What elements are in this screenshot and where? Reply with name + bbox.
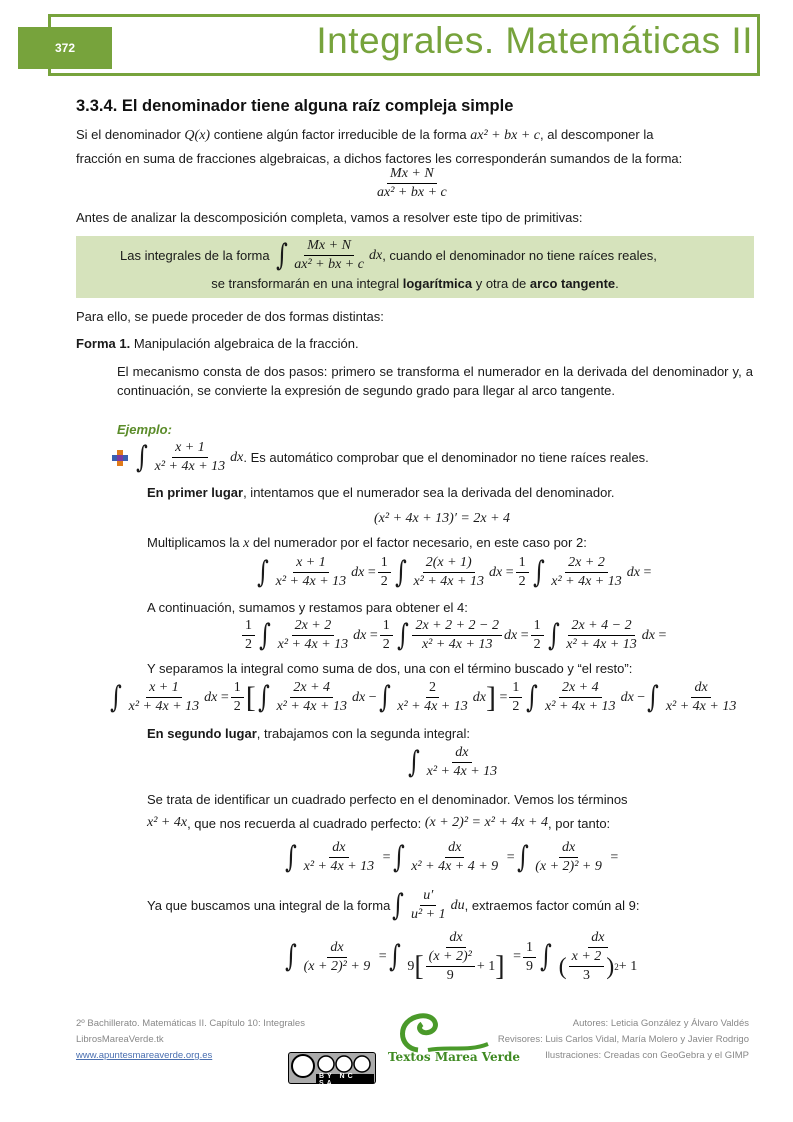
footer-chapter: 2º Bachillerato. Matemáticas II. Capítulo 10: Integrales (76, 1018, 305, 1029)
ya-que-b: , extraemos factor común al 9: (464, 898, 640, 913)
eq6-num-b: dx (446, 930, 465, 948)
eq6-nine-a: 9 (407, 958, 415, 974)
mult-b: del numerador por el factor necesario, en este caso por 2: (252, 535, 587, 550)
eq3-dx-b: dx (351, 689, 366, 705)
box-integral (274, 238, 383, 273)
eq6-sq: (x + 2)² (426, 949, 475, 967)
intro-text-c: , al descomponer la (540, 127, 654, 142)
box-line-2 (76, 276, 754, 291)
eq3-minus-b: − (637, 689, 646, 705)
intro-text-b: contiene algún factor irreducible de la forma (213, 127, 467, 142)
footer-reviewers: Revisores: Luis Carlos Vidal, María Molero y Javier Rodrigo (497, 1034, 749, 1045)
eq2-den-b: x² + 4x + 13 (421, 637, 493, 652)
mult-x: x (243, 536, 250, 551)
equation-line-1: ∫ $\frac{x + 1}{\text{x² + 4x + 13}}$ dx = $\frac{1}{2}$ ∫ $\frac{2(x + 1)}{\text{x² + 4x + 13}}$ dx = $\frac{1}{2}$ ∫ $\frac{2x + 2}{\text{x² + 4x + 13}}$ dx = (256, 554, 652, 590)
eq2-dx-c: dx (641, 627, 656, 643)
eq3-num-e: dx (691, 680, 710, 698)
box-line2-end: . (615, 276, 619, 291)
eq6-eq-b: = (513, 949, 521, 964)
eq2-eq-b: = (520, 627, 529, 643)
eq2-den-a: x² + 4x + 13 (277, 637, 349, 652)
eq6-den-a: (x + 2)² + 9 (303, 958, 371, 974)
box-line2-b: y otra de (475, 276, 527, 291)
box-int-den: ax² + bx + c (294, 257, 364, 272)
mecanismo-paragraph: El mecanismo consta de dos pasos: primero se transforma el numerador en la derivada del denominador y, a continuación, se convierte la expresión de segundo grado para llegar al arco tangente. (117, 364, 753, 398)
forma1-label: Forma 1. (76, 336, 131, 351)
ya-u-num: u′ (420, 888, 436, 906)
derivative-eq: (x² + 4x + 13)′ = 2x + 4 (374, 511, 511, 526)
eq6-num-c: dx (588, 930, 607, 948)
ya-que-a: Ya que buscamos una integral de la forma (147, 898, 391, 913)
eq1-half-num: 1 (378, 555, 391, 573)
eq2-h1-num: 1 (242, 618, 255, 636)
page-number: 372 (54, 41, 76, 55)
eq5-eq-a: = (382, 849, 391, 865)
primer-lugar (147, 485, 615, 500)
forma-1 (76, 336, 359, 351)
wave-logo-icon (388, 1010, 498, 1054)
footer-left (76, 1016, 305, 1064)
eq6-h-num: 1 (523, 940, 536, 958)
eq5-num-a: dx (329, 840, 348, 858)
eq2-h1-den: 2 (245, 637, 252, 652)
eq3-h1-num: 1 (231, 680, 244, 698)
ya-du: du (450, 897, 465, 913)
eq1-num-a: x + 1 (293, 555, 329, 573)
page-title: Integrales. Matemáticas II (316, 20, 753, 61)
eq5-den-c: (x + 2)² + 9 (535, 859, 602, 874)
eq2-h2-num: 1 (380, 618, 393, 636)
eq1-num-c: 2x + 2 (565, 555, 608, 573)
box-text-a: Las integrales de la forma (120, 248, 270, 263)
ex-den: x² + 4x + 13 (154, 459, 226, 474)
eq4-den: x² + 4x + 13 (426, 764, 498, 779)
cc-license-badge (288, 1052, 376, 1087)
eq1-den-b: x² + 4x + 13 (413, 574, 484, 589)
fraction-numerator: Mx + N (387, 166, 437, 184)
integral-sign: ∫ (275, 237, 288, 273)
eq6-eq-a: = (378, 949, 387, 964)
segundo-lugar (147, 726, 470, 741)
segundo-bold: En segundo lugar (147, 726, 257, 741)
eq3-den-e: x² + 4x + 13 (665, 699, 737, 714)
eq2-h3-den: 2 (533, 637, 541, 652)
eq2-num-c: 2x + 4 − 2 (568, 618, 634, 636)
ya-que-integral: ∫ $\frac{u'}{\text{u² + 1}}$ du (392, 887, 465, 923)
eq3-num-c: 2 (426, 680, 439, 698)
marea-verde-logo (388, 1010, 520, 1070)
eq6-nine-b: 9 (446, 968, 454, 983)
eq3-num-d: 2x + 4 (559, 680, 602, 698)
para-ello: Para ello, se puede proceder de dos formas distintas: (76, 309, 384, 324)
eq6-den-b: 9 [ $\frac{\text{(x + 2)²}}{9}$ + 1 ] (407, 949, 505, 983)
eq6-xp2: x + 2 (569, 949, 605, 967)
eq3-den-a: x² + 4x + 13 (128, 699, 200, 714)
eq3-dx-d: dx (620, 689, 634, 705)
eq3-eq-b: = (499, 689, 508, 705)
eq1-dx-b: dx (488, 564, 503, 580)
eq3-num-a: x + 1 (146, 680, 182, 698)
eq1-den-c: x² + 4x + 13 (551, 574, 622, 589)
eq1-half2-num: 1 (516, 555, 529, 573)
partial-fraction-form (372, 166, 452, 201)
eq3-dx-a: dx (204, 689, 218, 705)
page-number-badge (18, 27, 112, 69)
eq3-dx-c: dx (472, 689, 486, 705)
box-arco-tangente: arco tangente (529, 276, 616, 291)
footer-illustrations: Ilustraciones: Creadas con GeoGebra y el GIMP (545, 1050, 749, 1061)
eq1-eq-c: = (643, 564, 652, 580)
eq5-den-b: x² + 4x + 4 + 9 (411, 859, 499, 874)
cuadrado-text: Se trata de identificar un cuadrado perfecto en el denominador. Vemos los términos (147, 792, 628, 807)
ya-u-den: u² + 1 (410, 907, 446, 922)
ya-que-line (147, 888, 639, 923)
separamos: Y separamos la integral como suma de dos, una con el término buscado y “el resto”: (147, 661, 633, 676)
equation-line-3: ∫ $\frac{x + 1}{\text{x² + 4x + 13}}$ dx = $\frac{1}{2}$ [ ∫ $\frac{2x + 4}{\text{x² + 4x + 13}}$ dx − ∫ $\frac{2}{\text{x² + 4x + 13}}$ dx ] = $\frac{1}{2}$ ∫ $\frac{2x + 4}{\text{x² + 4x + 13}}$ dx − ∫ $\frac{dx}{\text{x² + 4x + 13}}$ (108, 680, 741, 715)
equation-line-4: ∫ $\frac{dx}{\text{x² + 4x + 13}}$ (406, 745, 502, 780)
example-integral-line: ∫ $\frac{x + 1}{\text{x² + 4x + 13}}$ dx . Es automático comprobar que el denominador no tiene raíces reales. (135, 439, 649, 475)
eq3-den-c: x² + 4x + 13 (397, 699, 468, 714)
eq3-h1-den: 2 (233, 699, 241, 714)
eq3-den-b: x² + 4x + 13 (276, 699, 347, 714)
terms-x2-4x: x² + 4x (147, 815, 188, 830)
eq1-den-a: x² + 4x + 13 (275, 574, 347, 589)
box-line2-a: se transformarán en una integral (211, 276, 400, 291)
segundo-text: , trabajamos con la segunda integral: (256, 726, 470, 741)
eq1-eq-a: = (367, 564, 376, 580)
eq1-dx-a: dx (351, 564, 365, 580)
mult-a: Multiplicamos la (147, 535, 240, 550)
eq1-eq-b: = (505, 564, 514, 580)
eq4-num: dx (452, 745, 471, 763)
eq2-dx-b: dx (504, 627, 518, 643)
eq5-num-b: dx (445, 840, 464, 858)
ejemplo-label: Ejemplo: (117, 422, 172, 437)
ex-dx: dx (230, 449, 244, 465)
ex-text: . Es automático comprobar que el denominador no tiene raíces reales. (243, 450, 649, 465)
logo-text: Textos Marea Verde (388, 1050, 520, 1064)
eq2-num-b: 2x + 2 + 2 − 2 (412, 618, 502, 636)
eq2-h2-den: 2 (382, 637, 390, 652)
eq1-dx-c: dx (626, 564, 640, 580)
recuerda-text: , que nos recuerda al cuadrado perfecto: (187, 815, 422, 831)
eq2-num-a: 2x + 2 (292, 618, 335, 636)
eq3-h2-num: 1 (509, 680, 522, 698)
before-box-text: Antes de analizar la descomposición completa, vamos a resolver este tipo de primitivas: (76, 210, 583, 225)
eq2-eq-a: = (369, 627, 378, 643)
quadratic-form: ax² + bx + c (470, 128, 540, 143)
primer-text: , intentamos que el numerador sea la derivada del denominador. (243, 485, 615, 500)
eq5-eq-c: = (610, 849, 619, 865)
cc-text: BY NC SA (319, 1073, 356, 1087)
box-dx: dx (368, 247, 383, 263)
eq6-den-c: ( $\frac{x + 2}{3}$ ) 2 + 1 (558, 949, 638, 983)
eq3-eq-a: = (220, 689, 229, 705)
eq3-den-d: x² + 4x + 13 (545, 699, 616, 714)
footer-link[interactable]: www.apuntesmareaverde.org.es (76, 1050, 213, 1061)
footer-authors: Autores: Leticia González y Álvaro Valdés (572, 1018, 749, 1029)
eq5-den-a: x² + 4x + 13 (303, 859, 375, 874)
equation-line-2: $\frac{1}{2}$ ∫ $\frac{2x + 2}{\text{x² + 4x + 13}}$ dx = $\frac{1}{2}$ ∫ $\frac{2x + 2 + 2 - 2}{\text{x² + 4x + 13}}$ dx = $\frac{1}{2}$ ∫ $\frac{2x + 4 - 2}{\text{x² + 4x + 13}}$ dx = (240, 618, 666, 653)
intro-line-2: fracción en suma de fracciones algebraicas, a dichos factores les corresponderán sumandos de la forma: (76, 151, 683, 166)
perfect-square: (x + 2)² = x² + 4x + 4 (424, 815, 549, 830)
eq1-num-b: 2(x + 1) (423, 555, 475, 573)
eq1-half-den: 2 (380, 574, 388, 589)
fraction-denominator: ax² + bx + c (377, 185, 447, 200)
eq6-three: 3 (582, 968, 590, 983)
bullet-icon (112, 450, 128, 466)
forma1-text: Manipulación algebraica de la fracción. (133, 336, 359, 351)
ex-num: x + 1 (172, 440, 208, 458)
primer-bold: En primer lugar (147, 485, 244, 500)
eq6-plus1-a: + 1 (476, 958, 496, 974)
box-text-b: , cuando el denominador no tiene raíces reales, (382, 248, 657, 263)
eq3-minus-a: − (368, 689, 377, 705)
eq5-num-c: dx (559, 840, 578, 858)
eq1-half2-den: 2 (518, 574, 526, 589)
section-heading: 3.3.4. El denominador tiene alguna raíz compleja simple (76, 97, 514, 115)
eq6-num-a: dx (327, 940, 346, 958)
intro-paragraph (76, 125, 754, 168)
equation-line-5: ∫ $\frac{dx}{\text{x² + 4x + 13}}$ = ∫ $\frac{dx}{\text{x² + 4x + 4 + 9}}$ = ∫ $\frac{dx}{\text{(x + 2)² + 9}}$ = (284, 839, 619, 875)
footer-right (498, 1016, 749, 1064)
eq2-eq-c: = (658, 627, 667, 643)
eq6-plus1-b: + 1 (618, 958, 638, 974)
a-continuacion: A continuación, sumamos y restamos para obtener el 4: (147, 600, 468, 615)
eq2-h3-num: 1 (531, 618, 544, 636)
footer-site: LibrosMareaVerde.tk (76, 1034, 164, 1045)
eq6-h-den: 9 (525, 958, 533, 974)
perfect-square-line (147, 815, 610, 831)
portanto-text: , por tanto: (548, 815, 611, 831)
equation-line-6: ∫ $\frac{dx}{\text{(x + 2)² + 9}}$ = ∫ dx 9 [ $\frac{\text{(x + 2)²}}{9}$ + 1 ] = $\frac{1}{9}$ ∫ dx ( $\frac{x + 2}{3}$ ) 2 + 1 (283, 930, 642, 984)
q-of-x: Q(x) (184, 128, 211, 143)
eq2-den-c: x² + 4x + 13 (566, 637, 637, 652)
eq3-num-b: 2x + 4 (290, 680, 333, 698)
eq5-eq-b: = (506, 849, 515, 865)
eq2-dx-a: dx (353, 627, 367, 643)
box-logaritmica: logarítmica (402, 276, 473, 291)
eq3-h2-den: 2 (512, 699, 520, 714)
box-int-num: Mx + N (304, 238, 354, 256)
intro-text-a: Si el denominador (76, 127, 181, 142)
multiplicamos (147, 535, 587, 552)
highlight-box (76, 236, 754, 298)
